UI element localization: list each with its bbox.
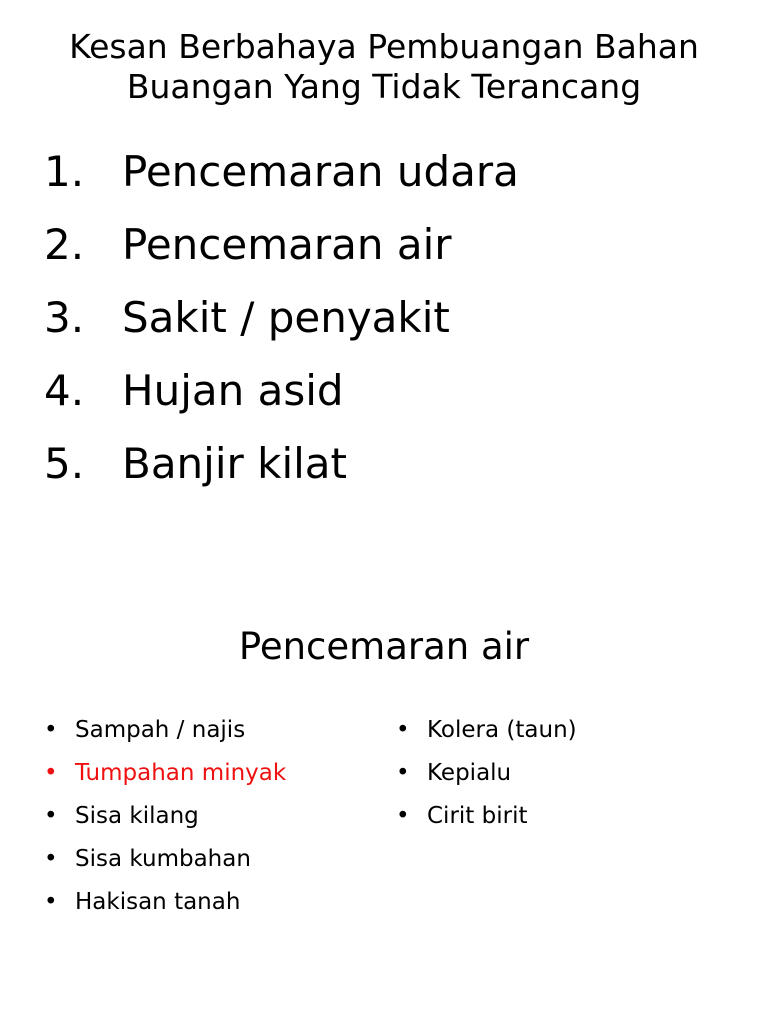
bullet-text: Sisa kilang	[75, 803, 199, 829]
slide-1-title-line-2: Buangan Yang Tidak Terancang	[126, 67, 642, 106]
diseases-bullet-list	[396, 709, 577, 838]
list-item	[44, 430, 519, 503]
item-number: 5.	[44, 439, 85, 488]
bullet-icon: •	[44, 846, 58, 872]
bullet-item	[396, 709, 577, 752]
item-number: 3.	[44, 293, 85, 342]
item-text: Pencemaran air	[122, 220, 452, 269]
bullet-item	[396, 795, 577, 838]
bullet-text: Sampah / najis	[75, 717, 246, 743]
list-item	[44, 211, 519, 284]
slide-2-title: Pencemaran air	[238, 625, 530, 668]
item-number: 4.	[44, 366, 85, 415]
bullet-text: Kolera (taun)	[427, 717, 577, 743]
bullet-icon: •	[44, 803, 58, 829]
bullet-text: Kepialu	[427, 760, 512, 786]
list-item	[44, 138, 519, 211]
bullet-text: Tumpahan minyak	[75, 760, 287, 786]
item-text: Banjir kilat	[122, 439, 347, 488]
bullet-item	[396, 752, 577, 795]
list-item	[44, 357, 519, 430]
item-text: Sakit / penyakit	[122, 293, 450, 342]
causes-bullet-list	[44, 709, 286, 924]
bullet-item	[44, 838, 286, 881]
item-text: Pencemaran udara	[122, 147, 519, 196]
slide-2	[0, 512, 768, 1024]
effects-numbered-list	[44, 138, 519, 503]
bullet-icon: •	[396, 803, 410, 829]
bullet-text: Cirit birit	[427, 803, 528, 829]
bullet-icon: •	[44, 717, 58, 743]
bullet-icon: •	[396, 760, 410, 786]
slide-1-title	[0, 27, 768, 107]
item-number: 2.	[44, 220, 85, 269]
item-number: 1.	[44, 147, 85, 196]
bullet-item	[44, 709, 286, 752]
slide-1-title-line-1: Kesan Berbahaya Pembuangan Bahan	[69, 27, 699, 66]
bullet-icon: •	[44, 760, 58, 786]
bullet-icon: •	[396, 717, 410, 743]
bullet-item-highlighted	[44, 752, 286, 795]
bullet-item	[44, 881, 286, 924]
bullet-text: Sisa kumbahan	[75, 846, 251, 872]
bullet-text: Hakisan tanah	[75, 889, 241, 915]
bullet-item	[44, 795, 286, 838]
bullet-icon: •	[44, 889, 58, 915]
list-item	[44, 284, 519, 357]
item-text: Hujan asid	[122, 366, 344, 415]
